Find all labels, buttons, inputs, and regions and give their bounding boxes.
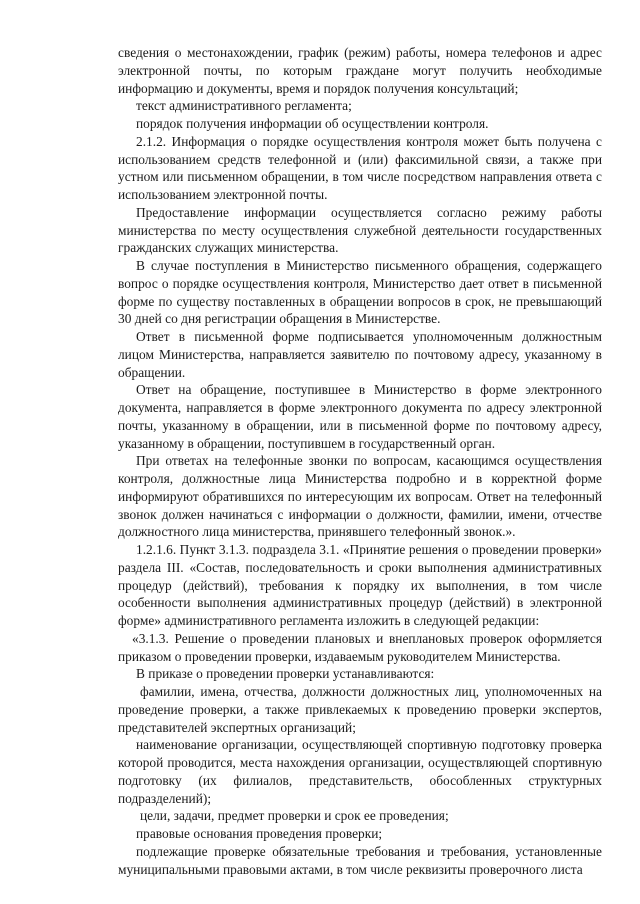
paragraph: 1.2.1.6. Пункт 3.1.3. подраздела 3.1. «Принятие решения о проведении проверки» раздела III. «Состав, последовательность и сроки выполнения административных процедур (действий), требования к порядку их выполнения, в том числе особенности выполнения административных процедур (действий) в электронной форме» административного регламента изложить в следующей редакции: bbox=[118, 542, 602, 628]
paragraph: «3.1.3. Решение о проведении плановых и внеплановых проверок оформляется приказом о проведении проверки, издаваемым руководителем Министерства. bbox=[118, 630, 602, 664]
paragraph: правовые основания проведения проверки; bbox=[136, 826, 383, 841]
paragraph: цели, задачи, предмет проверки и срок ее проведения; bbox=[140, 808, 449, 824]
paragraph: фамилии, имена, отчества, должности должностных лиц, уполномоченных на проведение проверки, а также привлекаемых к проведению проверки экспертов, представителей экспертных организаций; bbox=[118, 684, 602, 735]
paragraph: сведения о местонахождении, график (режим) работы, номера телефонов и адрес электронной почты, по которым граждане могут получить необходимые информацию и документы, время и порядок получения консультаций; bbox=[118, 45, 602, 96]
paragraph: подлежащие проверке обязательные требования и требования, установленные муниципальными правовыми актами, в том числе реквизиты проверочного листа bbox=[118, 843, 602, 877]
paragraph: 2.1.2. Информация о порядке осуществления контроля может быть получена с использованием средств телефонной и (или) факсимильной связи, а также при устном или письменном обращении, в том числе посредством направления ответа с использованием электронной почты. bbox=[118, 133, 602, 202]
paragraph: Ответ на обращение, поступившее в Министерство в форме электронного документа, направляется в форме электронного документа по адресу электронной почты, указанному в обращении, или в письменной форме по почтовому адресу, указанному в обращении, поступившем в государственный орган. bbox=[118, 382, 602, 451]
paragraph: наименование организации, осуществляющей спортивную подготовку проверка которой проводится, места нахождения организации, осуществляющей спортивную подготовку (их филиалов, представительств, обособленных структурных подразделений); bbox=[118, 737, 602, 806]
paragraph: При ответах на телефонные звонки по вопросам, касающимся осуществления контроля, должностные лица Министерства подробно и в корректной форме информируют обратившихся по интересующим их вопросам. Ответ на телефонный звонок должен начинаться с информации о должности, фамилии, имени, отчестве должностного лица министерства, принявшего телефонный звонок.». bbox=[118, 453, 602, 540]
paragraph: текст административного регламента; bbox=[136, 98, 352, 114]
paragraph: порядок получения информации об осуществлении контроля. bbox=[136, 116, 489, 131]
paragraph: В приказе о проведении проверки устанавливаются: bbox=[136, 666, 435, 682]
paragraph: Ответ в письменной форме подписывается уполномоченным должностным лицом Министерства, направляется заявителю по почтовому адресу, указанному в обращении. bbox=[118, 329, 602, 380]
paragraph: В случае поступления в Министерство письменного обращения, содержащего вопрос о порядке осуществления контроля, Министерство дает ответ в письменной форме по существу поставленных в обращении вопросов в срок, не превышающий 30 дней со дня регистрации обращения в Министерстве. bbox=[118, 258, 602, 327]
paragraph: Предоставление информации осуществляется согласно режиму работы министерства по месту осуществления служебной деятельности государственных гражданских служащих министерства. bbox=[118, 204, 602, 256]
